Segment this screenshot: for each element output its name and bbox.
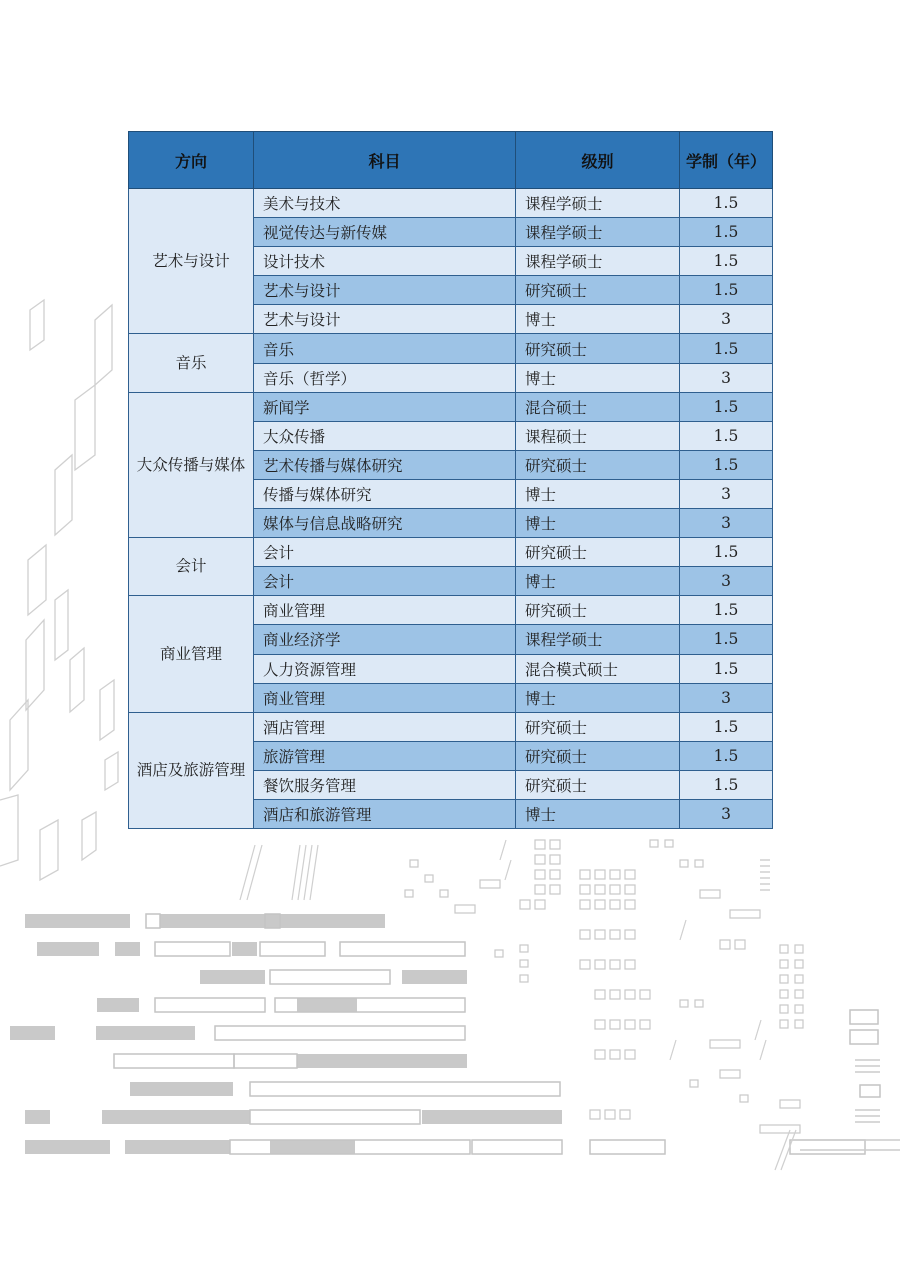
subject-cell: 会计: [254, 538, 516, 567]
header-direction: 方向: [129, 132, 254, 189]
level-cell: 博士: [516, 799, 680, 828]
level-cell: 混合硕士: [516, 392, 680, 421]
table-row: [129, 392, 773, 421]
years-cell: 1.5: [680, 741, 773, 770]
level-cell: 课程学硕士: [516, 247, 680, 276]
subject-cell: 酒店管理: [254, 712, 516, 741]
table-row: [129, 189, 773, 218]
subject-cell: 视觉传达与新传媒: [254, 218, 516, 247]
table-row: [129, 538, 773, 567]
subject-cell: 商业管理: [254, 596, 516, 625]
subject-cell: 美术与技术: [254, 189, 516, 218]
subject-cell: 大众传播: [254, 421, 516, 450]
level-cell: 博士: [516, 567, 680, 596]
subject-cell: 艺术传播与媒体研究: [254, 450, 516, 479]
subject-cell: 商业经济学: [254, 625, 516, 654]
subject-cell: 会计: [254, 567, 516, 596]
years-cell: 1.5: [680, 654, 773, 683]
years-cell: 3: [680, 305, 773, 334]
level-cell: 课程硕士: [516, 421, 680, 450]
level-cell: 研究硕士: [516, 596, 680, 625]
direction-cell: 酒店及旅游管理: [129, 712, 254, 828]
level-cell: 研究硕士: [516, 276, 680, 305]
level-cell: 混合模式硕士: [516, 654, 680, 683]
subject-cell: 传播与媒体研究: [254, 479, 516, 508]
subject-cell: 餐饮服务管理: [254, 770, 516, 799]
subject-cell: 音乐（哲学）: [254, 363, 516, 392]
level-cell: 研究硕士: [516, 334, 680, 363]
level-cell: 博士: [516, 305, 680, 334]
level-cell: 课程学硕士: [516, 625, 680, 654]
header-subject: 科目: [254, 132, 516, 189]
years-cell: 3: [680, 509, 773, 538]
program-table: [128, 131, 773, 829]
level-cell: 博士: [516, 479, 680, 508]
subject-cell: 设计技术: [254, 247, 516, 276]
subject-cell: 艺术与设计: [254, 276, 516, 305]
years-cell: 3: [680, 363, 773, 392]
level-cell: 研究硕士: [516, 450, 680, 479]
direction-cell: 艺术与设计: [129, 189, 254, 334]
years-cell: 3: [680, 683, 773, 712]
table-row: [129, 334, 773, 363]
years-cell: 1.5: [680, 276, 773, 305]
subject-cell: 新闻学: [254, 392, 516, 421]
subject-cell: 音乐: [254, 334, 516, 363]
header-level: 级别: [516, 132, 680, 189]
level-cell: 研究硕士: [516, 741, 680, 770]
level-cell: 研究硕士: [516, 712, 680, 741]
subject-cell: 人力资源管理: [254, 654, 516, 683]
direction-cell: 商业管理: [129, 596, 254, 712]
years-cell: 1.5: [680, 189, 773, 218]
years-cell: 3: [680, 799, 773, 828]
level-cell: 博士: [516, 363, 680, 392]
subject-cell: 媒体与信息战略研究: [254, 509, 516, 538]
table-row: [129, 596, 773, 625]
direction-cell: 大众传播与媒体: [129, 392, 254, 537]
years-cell: 1.5: [680, 247, 773, 276]
years-cell: 1.5: [680, 596, 773, 625]
level-cell: 博士: [516, 683, 680, 712]
years-cell: 1.5: [680, 770, 773, 799]
years-cell: 1.5: [680, 334, 773, 363]
direction-cell: 音乐: [129, 334, 254, 392]
subject-cell: 商业管理: [254, 683, 516, 712]
years-cell: 1.5: [680, 218, 773, 247]
level-cell: 课程学硕士: [516, 218, 680, 247]
years-cell: 1.5: [680, 392, 773, 421]
subject-cell: 艺术与设计: [254, 305, 516, 334]
subject-cell: 旅游管理: [254, 741, 516, 770]
direction-cell: 会计: [129, 538, 254, 596]
level-cell: 博士: [516, 509, 680, 538]
level-cell: 研究硕士: [516, 770, 680, 799]
table-row: [129, 712, 773, 741]
program-table-container: [128, 131, 772, 829]
years-cell: 1.5: [680, 421, 773, 450]
years-cell: 1.5: [680, 625, 773, 654]
level-cell: 课程学硕士: [516, 189, 680, 218]
years-cell: 3: [680, 567, 773, 596]
subject-cell: 酒店和旅游管理: [254, 799, 516, 828]
years-cell: 1.5: [680, 450, 773, 479]
years-cell: 3: [680, 479, 773, 508]
level-cell: 研究硕士: [516, 538, 680, 567]
years-cell: 1.5: [680, 712, 773, 741]
table-header-row: [129, 132, 773, 189]
header-years: 学制（年）: [680, 132, 773, 189]
years-cell: 1.5: [680, 538, 773, 567]
